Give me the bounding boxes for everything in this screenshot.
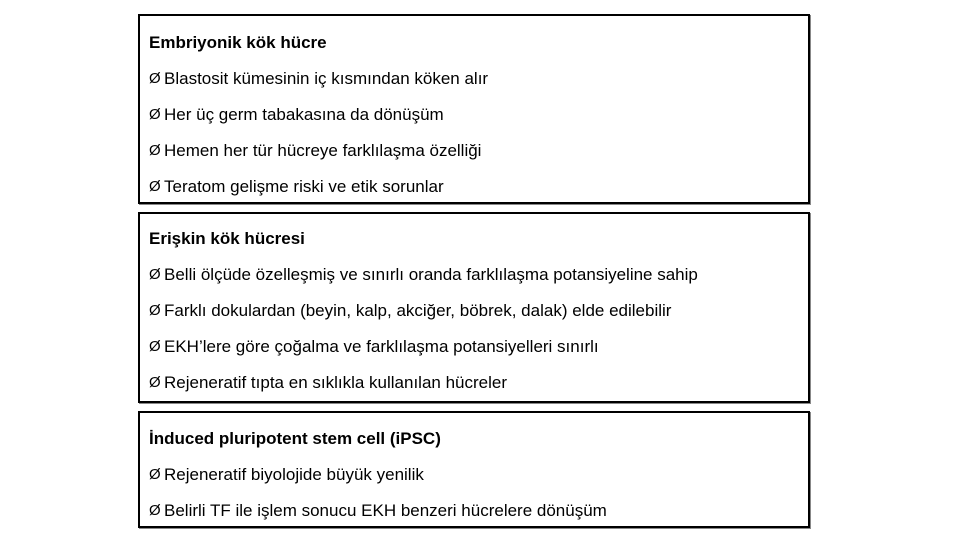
list-item-text: Rejeneratif tıpta en sıklıkla kullanılan hücreler <box>164 373 508 392</box>
arrow-bullet-icon: Ø <box>149 466 161 483</box>
list-item-text: Farklı dokulardan (beyin, kalp, akciğer, böbrek, dalak) elde edilebilir <box>164 301 672 320</box>
list-item <box>149 501 808 521</box>
arrow-bullet-icon: Ø <box>149 502 161 519</box>
list-item <box>149 177 808 197</box>
arrow-bullet-icon: Ø <box>149 338 161 355</box>
section-title: Embriyonik kök hücre <box>149 33 327 52</box>
arrow-bullet-icon: Ø <box>149 266 161 283</box>
list-item <box>149 265 808 285</box>
list-item <box>149 69 808 89</box>
section-embryonic-stem-cell <box>138 14 810 204</box>
list-item <box>149 105 808 125</box>
list-item <box>149 465 808 485</box>
list-item <box>149 141 808 161</box>
list-item-text: Hemen her tür hücreye farklılaşma özelliği <box>164 141 482 160</box>
list-item-text: Belirli TF ile işlem sonucu EKH benzeri hücrelere dönüşüm <box>164 501 607 520</box>
arrow-bullet-icon: Ø <box>149 70 161 87</box>
section-ipsc <box>138 411 810 528</box>
arrow-bullet-icon: Ø <box>149 302 161 319</box>
arrow-bullet-icon: Ø <box>149 142 161 159</box>
section-title: İnduced pluripotent stem cell (iPSC) <box>149 429 441 448</box>
list-item-text: Belli ölçüde özelleşmiş ve sınırlı oranda farklılaşma potansiyeline sahip <box>164 265 698 284</box>
list-item-text: Blastosit kümesinin iç kısmından köken alır <box>164 69 489 88</box>
list-item <box>149 373 808 393</box>
list-item-text: Her üç germ tabakasına da dönüşüm <box>164 105 444 124</box>
list-item-text: EKH’lere göre çoğalma ve farklılaşma potansiyelleri sınırlı <box>164 337 599 356</box>
arrow-bullet-icon: Ø <box>149 178 161 195</box>
arrow-bullet-icon: Ø <box>149 374 161 391</box>
list-item-text: Teratom gelişme riski ve etik sorunlar <box>164 177 444 196</box>
section-title: Erişkin kök hücresi <box>149 229 305 248</box>
list-item <box>149 301 808 321</box>
arrow-bullet-icon: Ø <box>149 106 161 123</box>
list-item <box>149 337 808 357</box>
list-item-text: Rejeneratif biyolojide büyük yenilik <box>164 465 424 484</box>
section-adult-stem-cell <box>138 212 810 403</box>
